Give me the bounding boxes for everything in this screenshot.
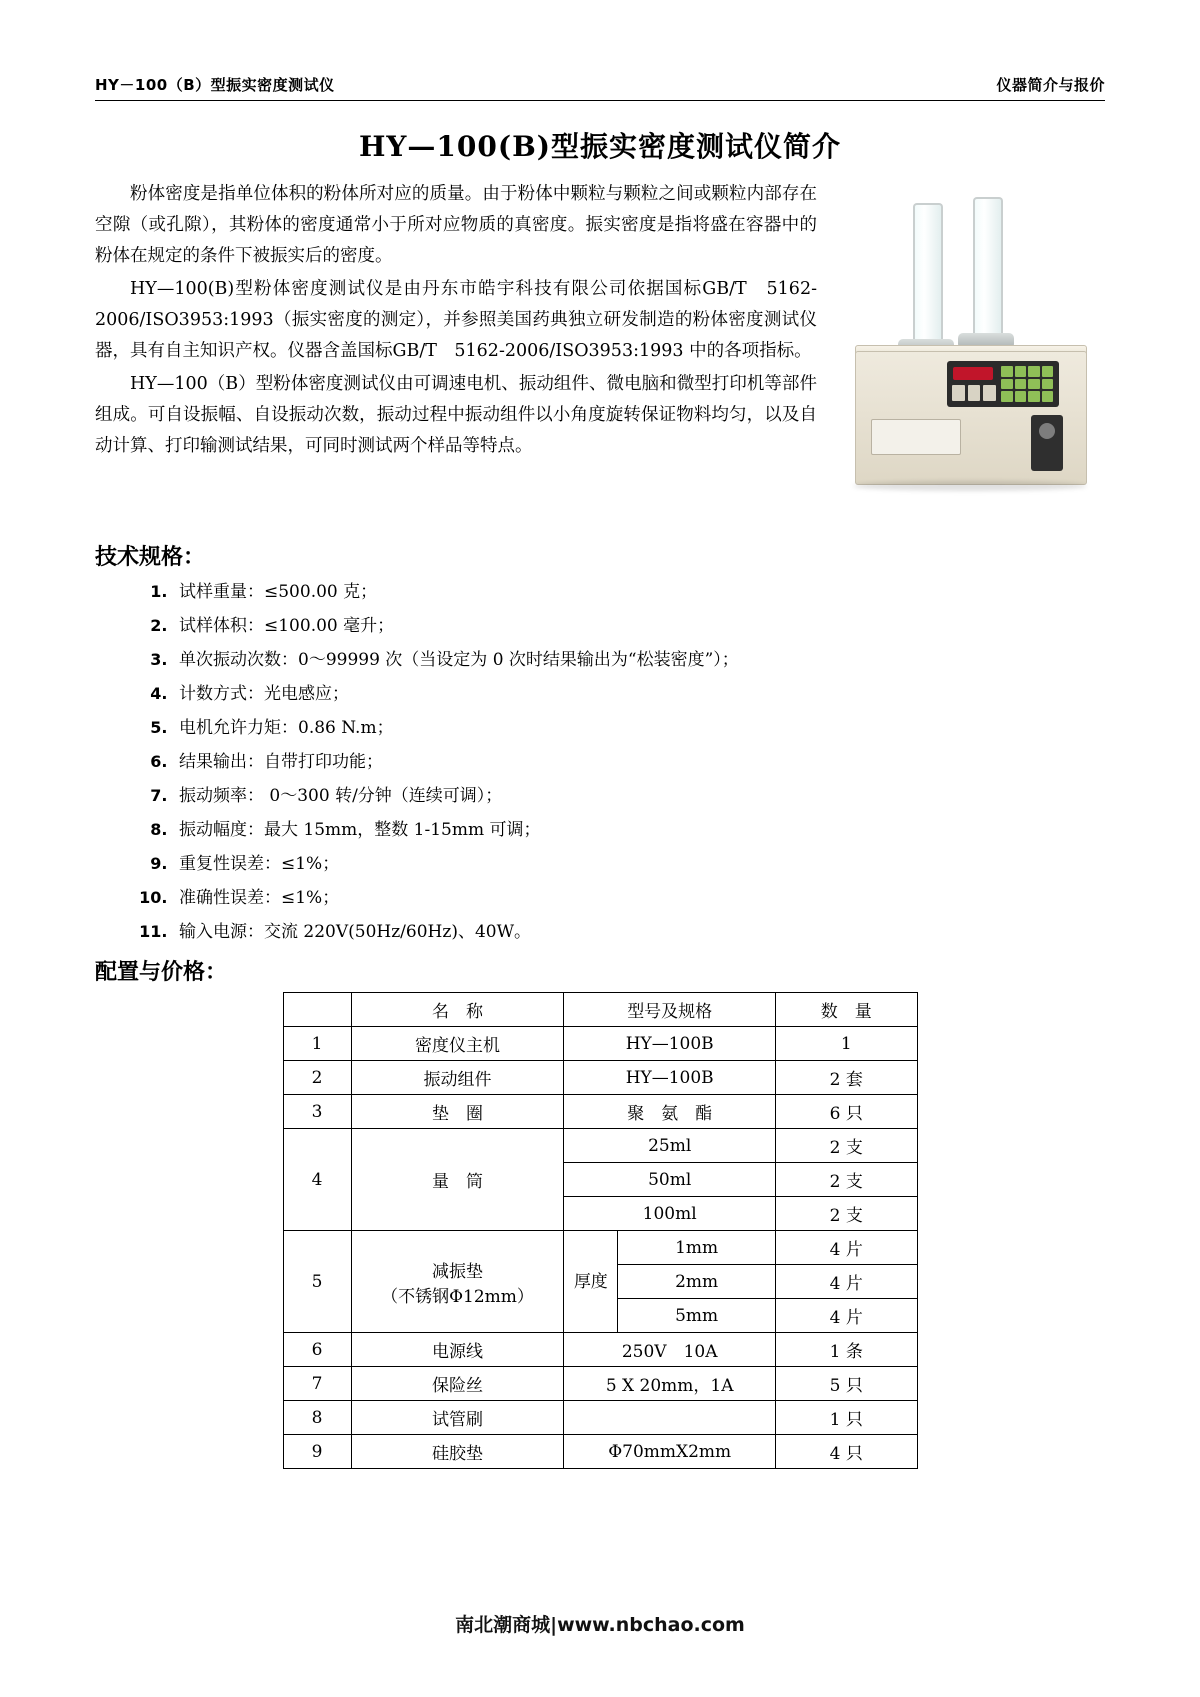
row-model: 50ml: [564, 1163, 776, 1197]
table-header-model: 型号及规格: [564, 993, 776, 1027]
control-panel: [947, 361, 1059, 407]
row-model: 聚 氨 酯: [564, 1095, 776, 1129]
row-qty: 6 只: [776, 1095, 917, 1129]
spec-section-heading: 技术规格：: [95, 545, 206, 570]
row-qty: 1 条: [776, 1333, 917, 1367]
spec-item: 3. 单次振动次数：0～99999 次（当设定为 0 次时结果输出为“松装密度”）；: [173, 643, 1105, 677]
spec-item: 10. 准确性误差：≤1%；: [173, 881, 1105, 915]
row-model: 2mm: [618, 1265, 776, 1299]
table-header-name: 名 称: [351, 993, 564, 1027]
row-name: [351, 1231, 564, 1333]
row-index: 1: [283, 1027, 351, 1061]
spec-item: 8. 振动幅度：最大 15mm，整数 1-15mm 可调；: [173, 813, 1105, 847]
config-section-heading: 配置与价格：: [95, 960, 228, 985]
row-model: 1mm: [618, 1231, 776, 1265]
row-qty: 2 套: [776, 1061, 917, 1095]
intro-paragraph-1: 粉体密度是指单位体积的粉体所对应的质量。由于粉体中颗粒与颗粒之间或颗粒内部存在空隙（或孔隙），其粉体的密度通常小于所对应物质的真密度。振实密度是指将盛在容器中的粉体在规定的条件下被振实后的密度。: [95, 184, 817, 266]
photo-shadow: [853, 481, 1087, 491]
row-qty: 2 支: [776, 1129, 917, 1163]
spec-item: 11. 输入电源：交流 220V(50Hz/60Hz)、40W。: [173, 915, 1105, 949]
intro-paragraph-3: HY—100（B）型粉体密度测试仪由可调速电机、振动组件、微电脑和微型打印机等部件组成。可自设振幅、自设振动次数，振动过程中振动组件以小角度旋转保证物料均匀，以及自动计算、打印输测试结果，可同时测试两个样品等特点。: [95, 374, 817, 456]
row-name: 垫 圈: [351, 1095, 564, 1129]
row-name: 电源线: [351, 1333, 564, 1367]
table-row: [283, 1231, 917, 1265]
row-name: 硅胶垫: [351, 1435, 564, 1469]
row-model: 25ml: [564, 1129, 776, 1163]
row-model: 5 X 20mm，1A: [564, 1367, 776, 1401]
row-index: 4: [283, 1129, 351, 1231]
row-qty: 4 片: [776, 1265, 917, 1299]
table-row: [283, 1333, 917, 1367]
row-model: HY—100B: [564, 1061, 776, 1095]
row-qty: 2 支: [776, 1163, 917, 1197]
row-qty: 4 片: [776, 1231, 917, 1265]
row-qty: 1 只: [776, 1401, 917, 1435]
spec-item: 6. 结果输出：自带打印功能；: [173, 745, 1105, 779]
table-header-index: [283, 993, 351, 1027]
row-index: 6: [283, 1333, 351, 1367]
intro-paragraph-2: HY—100(B)型粉体密度测试仪是由丹东市皓宇科技有限公司依据国标GB/T 5162-2006/ISO3953:1993（振实密度的测定），并参照美国药典独立研发制造的粉体密度测试仪器，具有自主知识产权。仪器含盖国标GB/T 5162-2006/ISO3953:1993 中的各项指标。: [95, 279, 817, 361]
graduated-cylinder-right: [973, 197, 1003, 345]
table-row: [283, 1095, 917, 1129]
row-name: 振动组件: [351, 1061, 564, 1095]
row-qty: 2 支: [776, 1197, 917, 1231]
table-row: [283, 1401, 917, 1435]
table-row: [283, 1061, 917, 1095]
row-index: 2: [283, 1061, 351, 1095]
intro-section: [95, 179, 1105, 534]
spec-item: 4. 计数方式：光电感应；: [173, 677, 1105, 711]
printer-slot: [871, 419, 961, 455]
row-index: 3: [283, 1095, 351, 1129]
row-model: Φ70mmX2mm: [564, 1435, 776, 1469]
led-display: [953, 367, 993, 380]
row-index: 8: [283, 1401, 351, 1435]
spec-item: 1. 试样重量：≤500.00 克；: [173, 575, 1105, 609]
row-name: 试管刷: [351, 1401, 564, 1435]
table-row: [283, 1435, 917, 1469]
row-model: 250V 10A: [564, 1333, 776, 1367]
row-name: 密度仪主机: [351, 1027, 564, 1061]
page-title: HY—100(B)型振实密度测试仪简介: [358, 130, 842, 163]
header-left-text: HY－100（B）型振实密度测试仪: [95, 76, 335, 94]
spec-item: 5. 电机允许力矩：0.86 N.m；: [173, 711, 1105, 745]
function-key-row: [952, 385, 996, 401]
row-qty: 1: [776, 1027, 917, 1061]
row-model: 5mm: [618, 1299, 776, 1333]
table-row: [283, 1027, 917, 1061]
header-right-text: 仪器简介与报价: [996, 76, 1105, 94]
row-name-line1: 减振垫: [432, 1261, 484, 1282]
row-qty: 5 只: [776, 1367, 917, 1401]
row-name: 量 筒: [351, 1129, 564, 1231]
keypad: [1001, 366, 1053, 402]
graduated-cylinder-left: [913, 203, 943, 345]
row-name: 保险丝: [351, 1367, 564, 1401]
spec-item: 9. 重复性误差：≤1%；: [173, 847, 1105, 881]
spec-list: [95, 575, 1105, 949]
device-photo: [835, 183, 1105, 528]
table-header-qty: 数 量: [776, 993, 917, 1027]
row-index: 7: [283, 1367, 351, 1401]
row-index: 5: [283, 1231, 351, 1333]
row-name-line2: （不锈钢Φ12mm）: [381, 1286, 534, 1307]
row-index: 9: [283, 1435, 351, 1469]
row-model: 100ml: [564, 1197, 776, 1231]
spec-item: 7. 振动频率： 0～300 转/分钟（连续可调）；: [173, 779, 1105, 813]
row-model: HY—100B: [564, 1027, 776, 1061]
page-header: [95, 0, 1105, 101]
row-model: [564, 1401, 776, 1435]
page-footer: 南北潮商城|www.nbchao.com: [455, 1614, 745, 1636]
table-row: [283, 1129, 917, 1163]
row-qty: 4 片: [776, 1299, 917, 1333]
table-row: [283, 1367, 917, 1401]
configuration-table: [283, 992, 918, 1469]
spec-item: 2. 试样体积：≤100.00 毫升；: [173, 609, 1105, 643]
power-switch-knob: [1031, 415, 1063, 471]
row-sub-label: 厚度: [564, 1231, 618, 1333]
row-qty: 4 只: [776, 1435, 917, 1469]
table-header-row: [283, 993, 917, 1027]
